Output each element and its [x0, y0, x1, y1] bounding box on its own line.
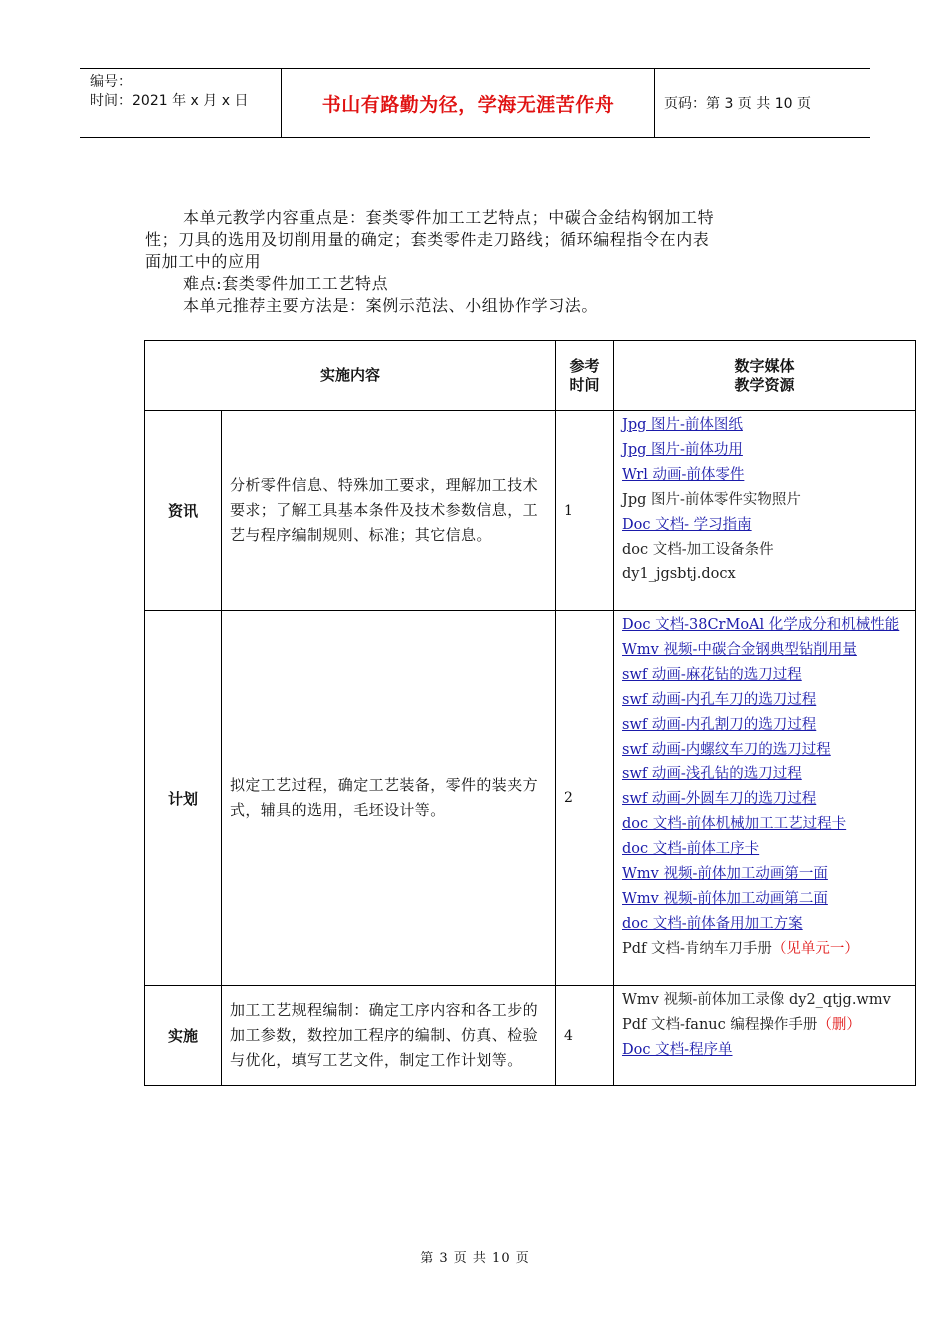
resources-cell [614, 611, 916, 986]
phase-cell: 计划 [145, 611, 222, 986]
resource-link[interactable]: Jpg 图片-前体功用 [622, 441, 743, 458]
resource-link[interactable]: Jpg 图片-前体图纸 [622, 417, 743, 433]
intro-text [145, 207, 815, 317]
resource-link[interactable]: swf 动画-外圆车刀的选刀过程 [622, 791, 817, 808]
resource-text: dy1_jgsbtj.docx [622, 566, 736, 583]
intro-line: 面加工中的应用 [145, 252, 262, 271]
header-media: 数字媒体 教学资源 [614, 341, 916, 411]
difficulty-line: 难点:套类零件加工工艺特点 [183, 274, 389, 293]
header-divider [654, 69, 655, 137]
resource-link[interactable]: doc 文档-前体工序卡 [622, 841, 760, 858]
resource-link[interactable]: swf 动画-麻花钻的选刀过程 [622, 666, 802, 683]
header-page-info: 页码：第 3 页 共 10 页 [664, 96, 811, 112]
resource-link[interactable]: Wmv 视频-前体加工动画第一面 [622, 866, 828, 883]
resources-cell [614, 986, 916, 1086]
resource-link[interactable]: Doc 文档-程序单 [622, 1041, 733, 1058]
resource-link[interactable]: swf 动画-内孔车刀的选刀过程 [622, 691, 817, 708]
header-motto: 书山有路勤为径，学海无涯苦作舟 [321, 93, 615, 116]
date-label: 时间：2021 年 x 月 x 日 [90, 93, 249, 109]
content-cell: 分析零件信息、特殊加工要求，理解加工技术要求；了解工具基本条件及技术参数信息，工艺与程序编制规则、标准；其它信息。 [222, 411, 556, 611]
resource-text: Wmv 视频-前体加工录像 dy2_qtjg.wmv [622, 992, 891, 1008]
table-row [145, 611, 916, 986]
table-row [145, 986, 916, 1086]
resource-note: （删） [817, 1016, 861, 1033]
content-cell: 加工工艺规程编制：确定工序内容和各工步的加工参数，数控加工程序的编制、仿真、检验与优化，填写工艺文件，制定工作计划等。 [222, 986, 556, 1086]
table-header-row [145, 341, 916, 411]
resource-link[interactable]: Wmv 视频-前体加工动画第二面 [622, 890, 828, 907]
resource-link[interactable]: doc 文档-前体机械加工工艺过程卡 [622, 816, 847, 833]
resource-link[interactable]: Doc 文档-38CrMoAl 化学成分和机械性能 [622, 617, 900, 633]
phase-cell: 资讯 [145, 411, 222, 611]
resource-link[interactable]: Wrl 动画-前体零件 [622, 466, 745, 483]
serial-label: 编号： [90, 74, 132, 90]
resource-link[interactable]: doc 文档-前体备用加工方案 [622, 915, 803, 932]
resources-cell [614, 411, 916, 611]
resource-text: Jpg 图片-前体零件实物照片 [622, 491, 801, 508]
resource-link[interactable]: swf 动画-内孔割刀的选刀过程 [622, 716, 817, 733]
resource-link[interactable]: Doc 文档- 学习指南 [622, 516, 752, 533]
header-time: 参考 时间 [556, 341, 614, 411]
time-cell: 1 [556, 411, 614, 611]
resource-link[interactable]: swf 动画-内螺纹车刀的选刀过程 [622, 741, 831, 758]
resource-text: Pdf 文档-fanuc 编程操作手册（删） [622, 1016, 861, 1033]
methods-line: 本单元推荐主要方法是：案例示范法、小组协作学习法。 [183, 296, 599, 315]
header-content: 实施内容 [145, 341, 556, 411]
table-row [145, 411, 916, 611]
resource-text: Pdf 文档-肯纳车刀手册（见单元一） [622, 940, 859, 957]
time-cell: 4 [556, 986, 614, 1086]
resource-note: （见单元一） [771, 940, 859, 957]
content-cell: 拟定工艺过程，确定工艺装备，零件的装夹方式，辅具的选用，毛坯设计等。 [222, 611, 556, 986]
header-meta [90, 73, 280, 111]
intro-line: 本单元教学内容重点是：套类零件加工工艺特点；中碳合金结构钢加工特 [183, 208, 715, 227]
resource-link[interactable]: swf 动画-浅孔钻的选刀过程 [622, 766, 802, 783]
resource-link[interactable]: Wmv 视频-中碳合金钢典型钻削用量 [622, 641, 857, 658]
implementation-table [144, 340, 916, 1086]
phase-cell: 实施 [145, 986, 222, 1086]
page-header [80, 68, 870, 138]
page-footer: 第 3 页 共 10 页 [420, 1251, 530, 1266]
resource-text: doc 文档-加工设备条件 [622, 541, 774, 558]
intro-line: 性；刀具的选用及切削用量的确定；套类零件走刀路线；循环编程指令在内表 [145, 230, 710, 249]
time-cell: 2 [556, 611, 614, 986]
